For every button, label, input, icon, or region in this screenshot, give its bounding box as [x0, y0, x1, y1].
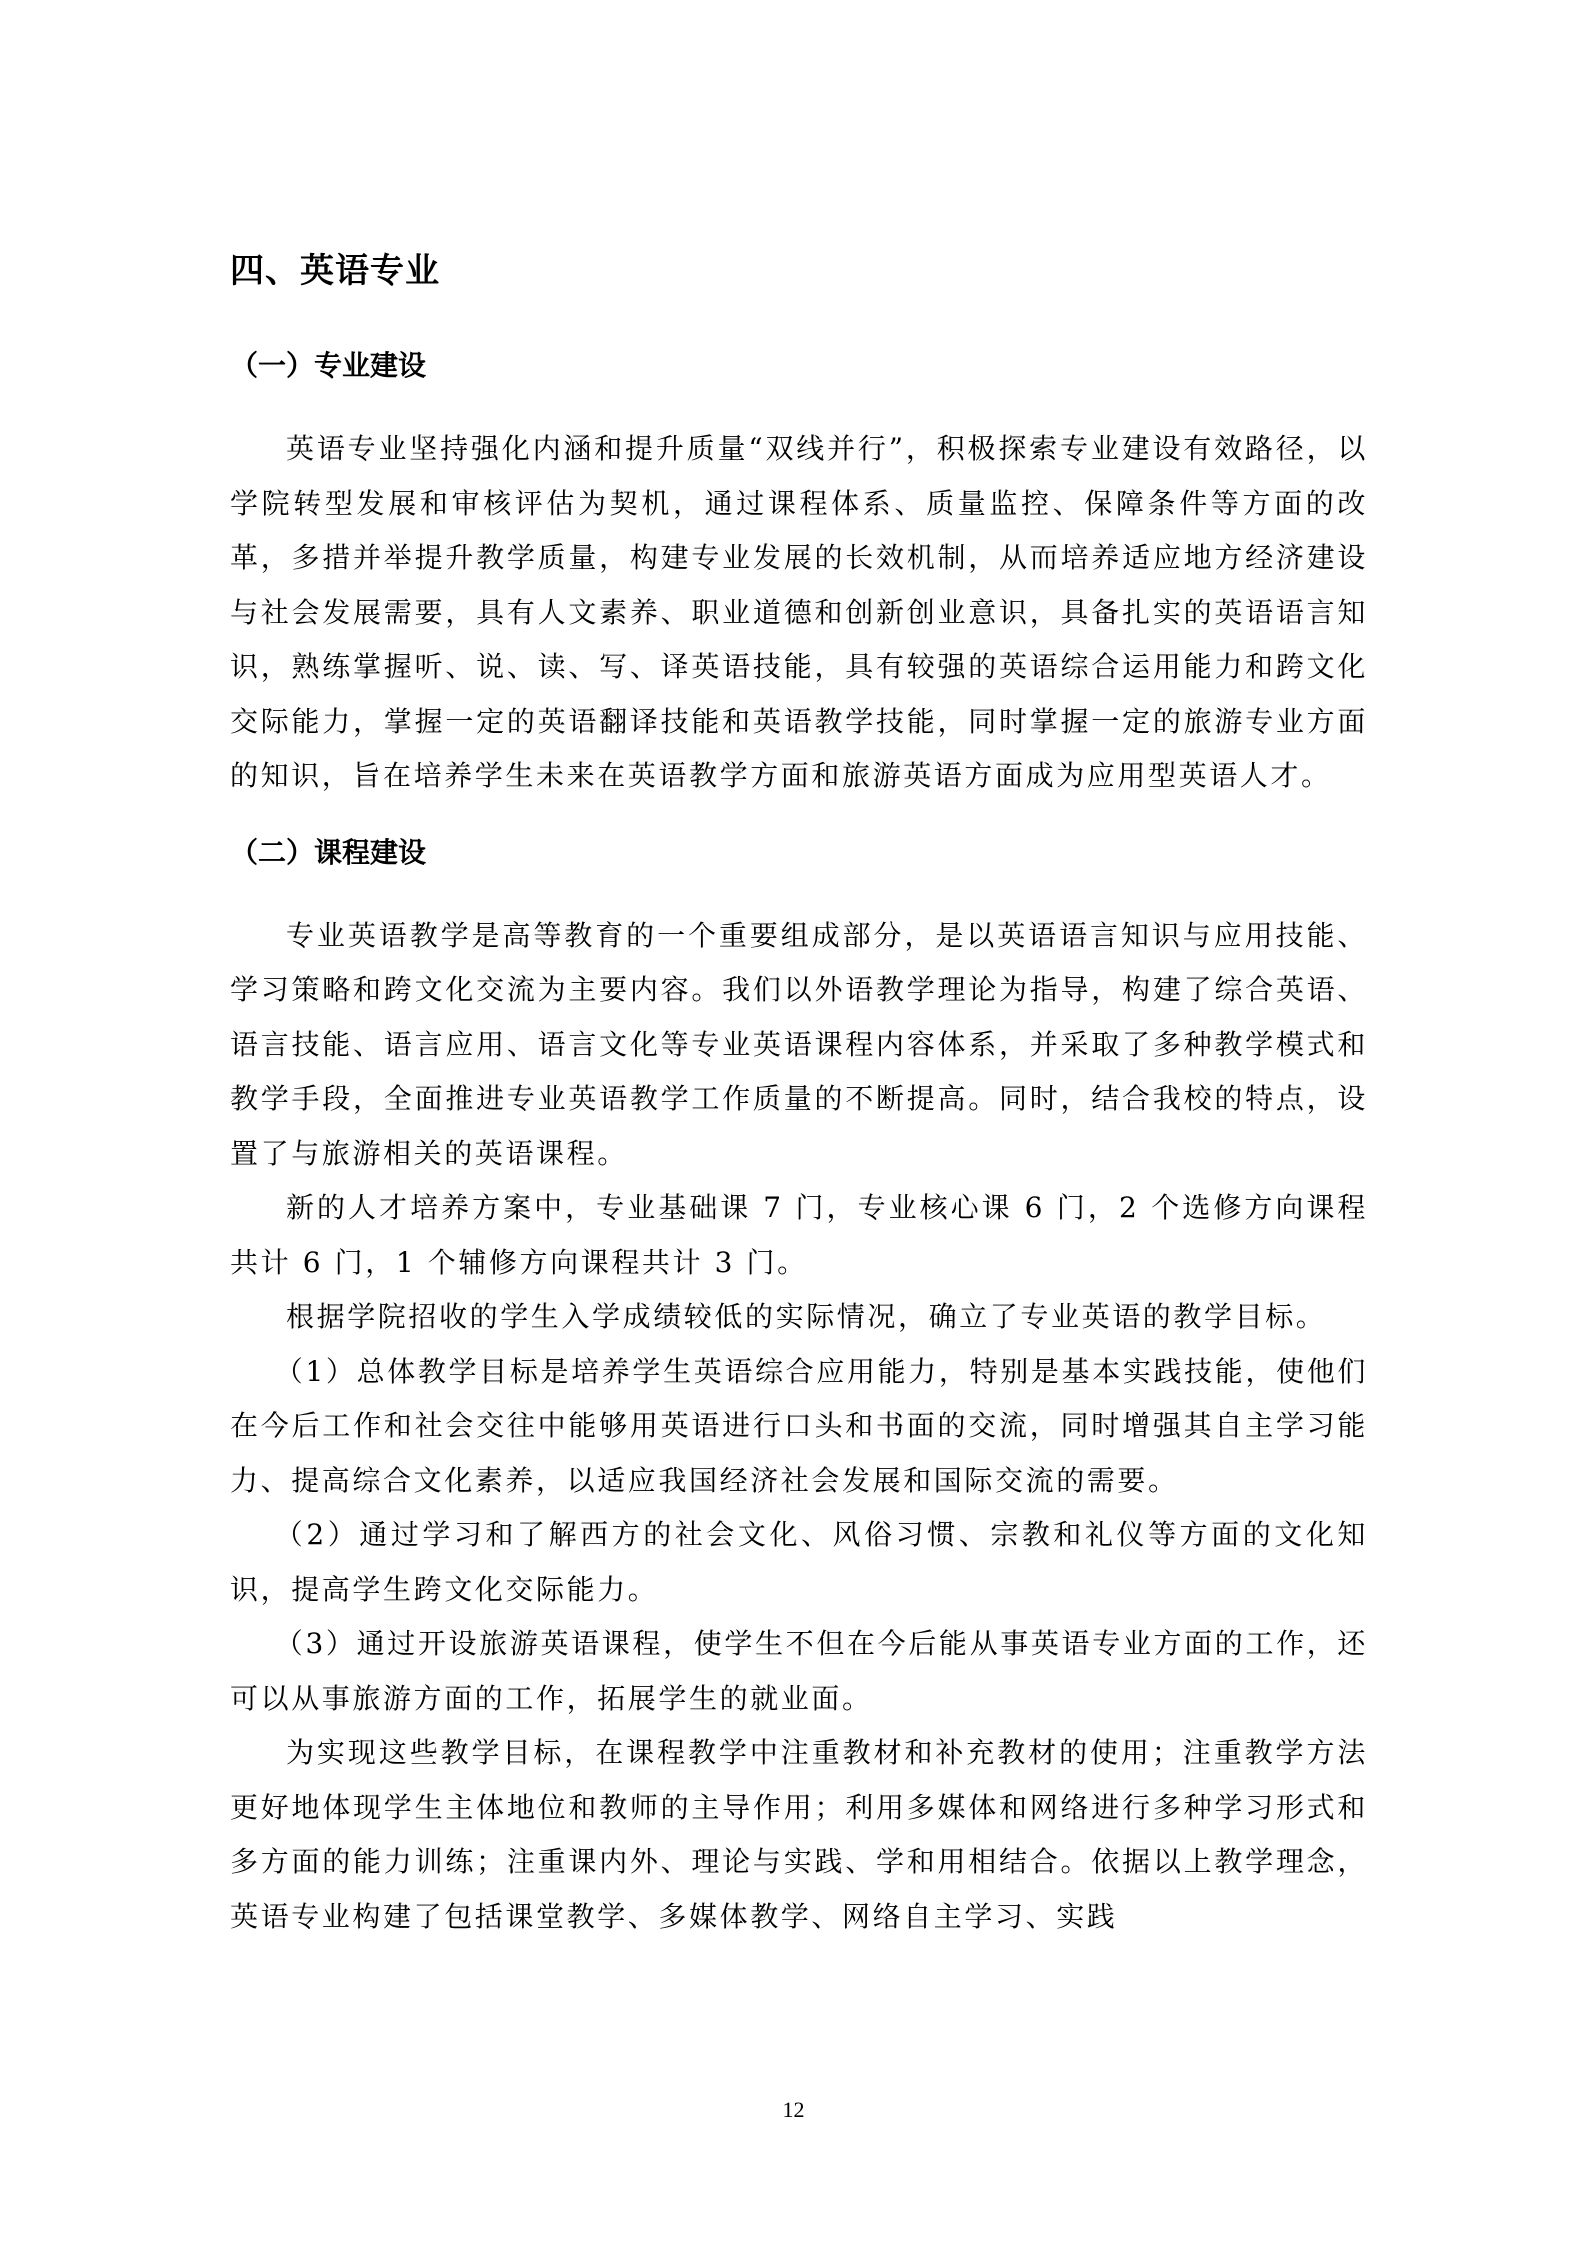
paragraph-teaching-methods: 为实现这些教学目标，在课程教学中注重教材和补充教材的使用；注重教学方法更好地体现学生主体地位和教师的主导作用；利用多媒体和网络进行多种学习形式和多方面的能力训练；注重课内外、理论与实践、学和用相结合。依据以上教学理念，英语专业构建了包括课堂教学、多媒体教学、网络自主学习、实践 [230, 1736, 1368, 1933]
page-number: 12 [782, 2097, 805, 2122]
section-title: 四、英语专业 [230, 251, 440, 291]
paragraph-teaching-goals-intro: 根据学院招收的学生入学成绩较低的实际情况，确立了专业英语的教学目标。 [286, 1300, 1327, 1333]
paragraph-goal-1: （1）总体教学目标是培养学生英语综合应用能力，特别是基本实践技能，使他们在今后工作和社会交往中能够用英语进行口头和书面的交流，同时增强其自主学习能力、提高综合文化素养，以适应我国经济社会发展和国际交流的需要。 [230, 1354, 1368, 1497]
subsection-title-major-construction: （一）专业建设 [230, 349, 427, 382]
subsection-title-course-construction: （二）课程建设 [230, 835, 427, 869]
paragraph-goal-3: （3）通过开设旅游英语课程，使学生不但在今后能从事英语专业方面的工作，还可以从事旅游方面的工作，拓展学生的就业面。 [230, 1627, 1368, 1715]
paragraph-training-plan: 新的人才培养方案中，专业基础课 7 门，专业核心课 6 门，2 个选修方向课程共计 6 门，1 个辅修方向课程共计 3 门。 [230, 1191, 1368, 1279]
page-content [230, 246, 1368, 1944]
paragraph-major-construction: 英语专业坚持强化内涵和提升质量“双线并行”，积极探索专业建设有效路径，以学院转型发展和审核评估为契机，通过课程体系、质量监控、保障条件等方面的改革，多措并举提升教学质量，构建专业发展的长效机制，从而培养适应地方经济建设与社会发展需要，具有人文素养、职业道德和创新创业意识，具备扎实的英语语言知识，熟练掌握听、说、读、写、译英语技能，具有较强的英语综合运用能力和跨文化交际能力，掌握一定的英语翻译技能和英语教学技能，同时掌握一定的旅游专业方面的知识，旨在培养学生未来在英语教学方面和旅游英语方面成为应用型英语人才。 [230, 432, 1368, 792]
paragraph-course-overview: 专业英语教学是高等教育的一个重要组成部分，是以英语语言知识与应用技能、学习策略和跨文化交流为主要内容。我们以外语教学理论为指导，构建了综合英语、语言技能、语言应用、语言文化等专业英语课程内容体系，并采取了多种教学模式和教学手段，全面推进专业英语教学工作质量的不断提高。同时，结合我校的特点，设置了与旅游相关的英语课程。 [230, 918, 1368, 1170]
paragraph-goal-2: （2）通过学习和了解西方的社会文化、风俗习惯、宗教和礼仪等方面的文化知识，提高学生跨文化交际能力。 [230, 1518, 1368, 1606]
